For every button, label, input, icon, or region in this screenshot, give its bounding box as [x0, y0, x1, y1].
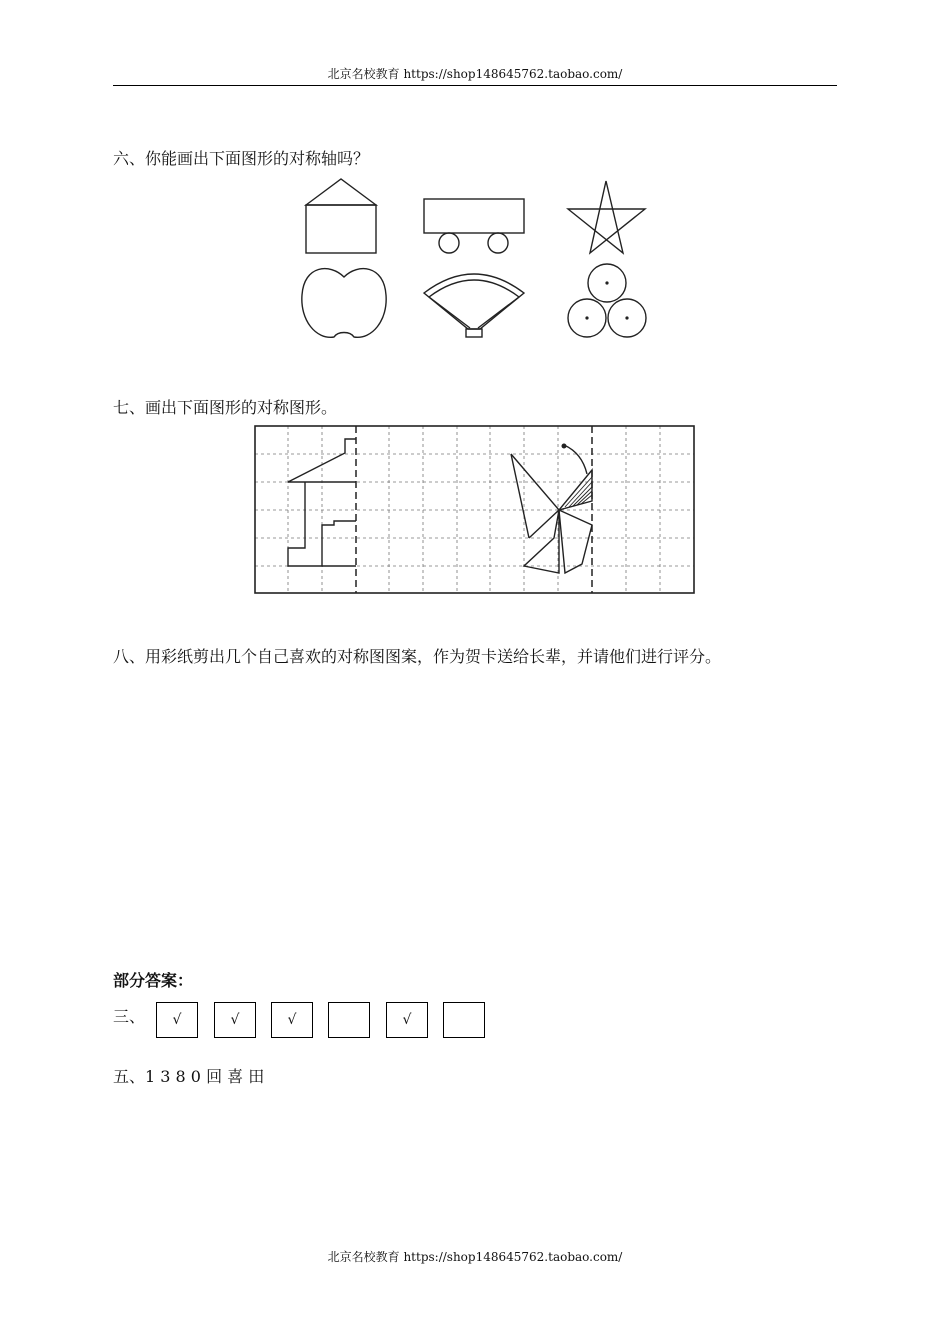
- answer-box: √: [156, 1002, 198, 1038]
- fan-shape: [424, 274, 524, 337]
- answer-5: 五、1 3 8 0 回 喜 田: [113, 1067, 265, 1086]
- answer-box: √: [386, 1002, 428, 1038]
- symmetry-shapes-figure: [290, 175, 670, 345]
- half-pinwheel-shape: [511, 444, 592, 574]
- question-6: 六、你能画出下面图形的对称轴吗？: [113, 149, 370, 168]
- header-divider: [113, 85, 837, 86]
- star-shape: [568, 181, 645, 253]
- question-8: 八、用彩纸剪出几个自己喜欢的对称图图案，作为贺卡送给长辈，并请他们进行评分。: [113, 647, 722, 666]
- apple-shape: [302, 269, 386, 338]
- car-shape: [424, 199, 524, 253]
- answer-box: √: [214, 1002, 256, 1038]
- answer-3-label: 三、: [113, 1007, 146, 1026]
- page-footer: 北京名校教育 https://shop148645762.taobao.com/: [327, 1250, 623, 1264]
- grid-figure: [254, 425, 696, 595]
- house-shape: [306, 179, 376, 253]
- three-circles-shape: [568, 264, 646, 337]
- answer-box: √: [271, 1002, 313, 1038]
- answer-box: [443, 1002, 485, 1038]
- answers-title: 部分答案：: [113, 971, 194, 990]
- answer-box: [328, 1002, 370, 1038]
- page-header: 北京名校教育 https://shop148645762.taobao.com/: [327, 67, 623, 81]
- question-7: 七、画出下面图形的对称图形。: [113, 398, 338, 417]
